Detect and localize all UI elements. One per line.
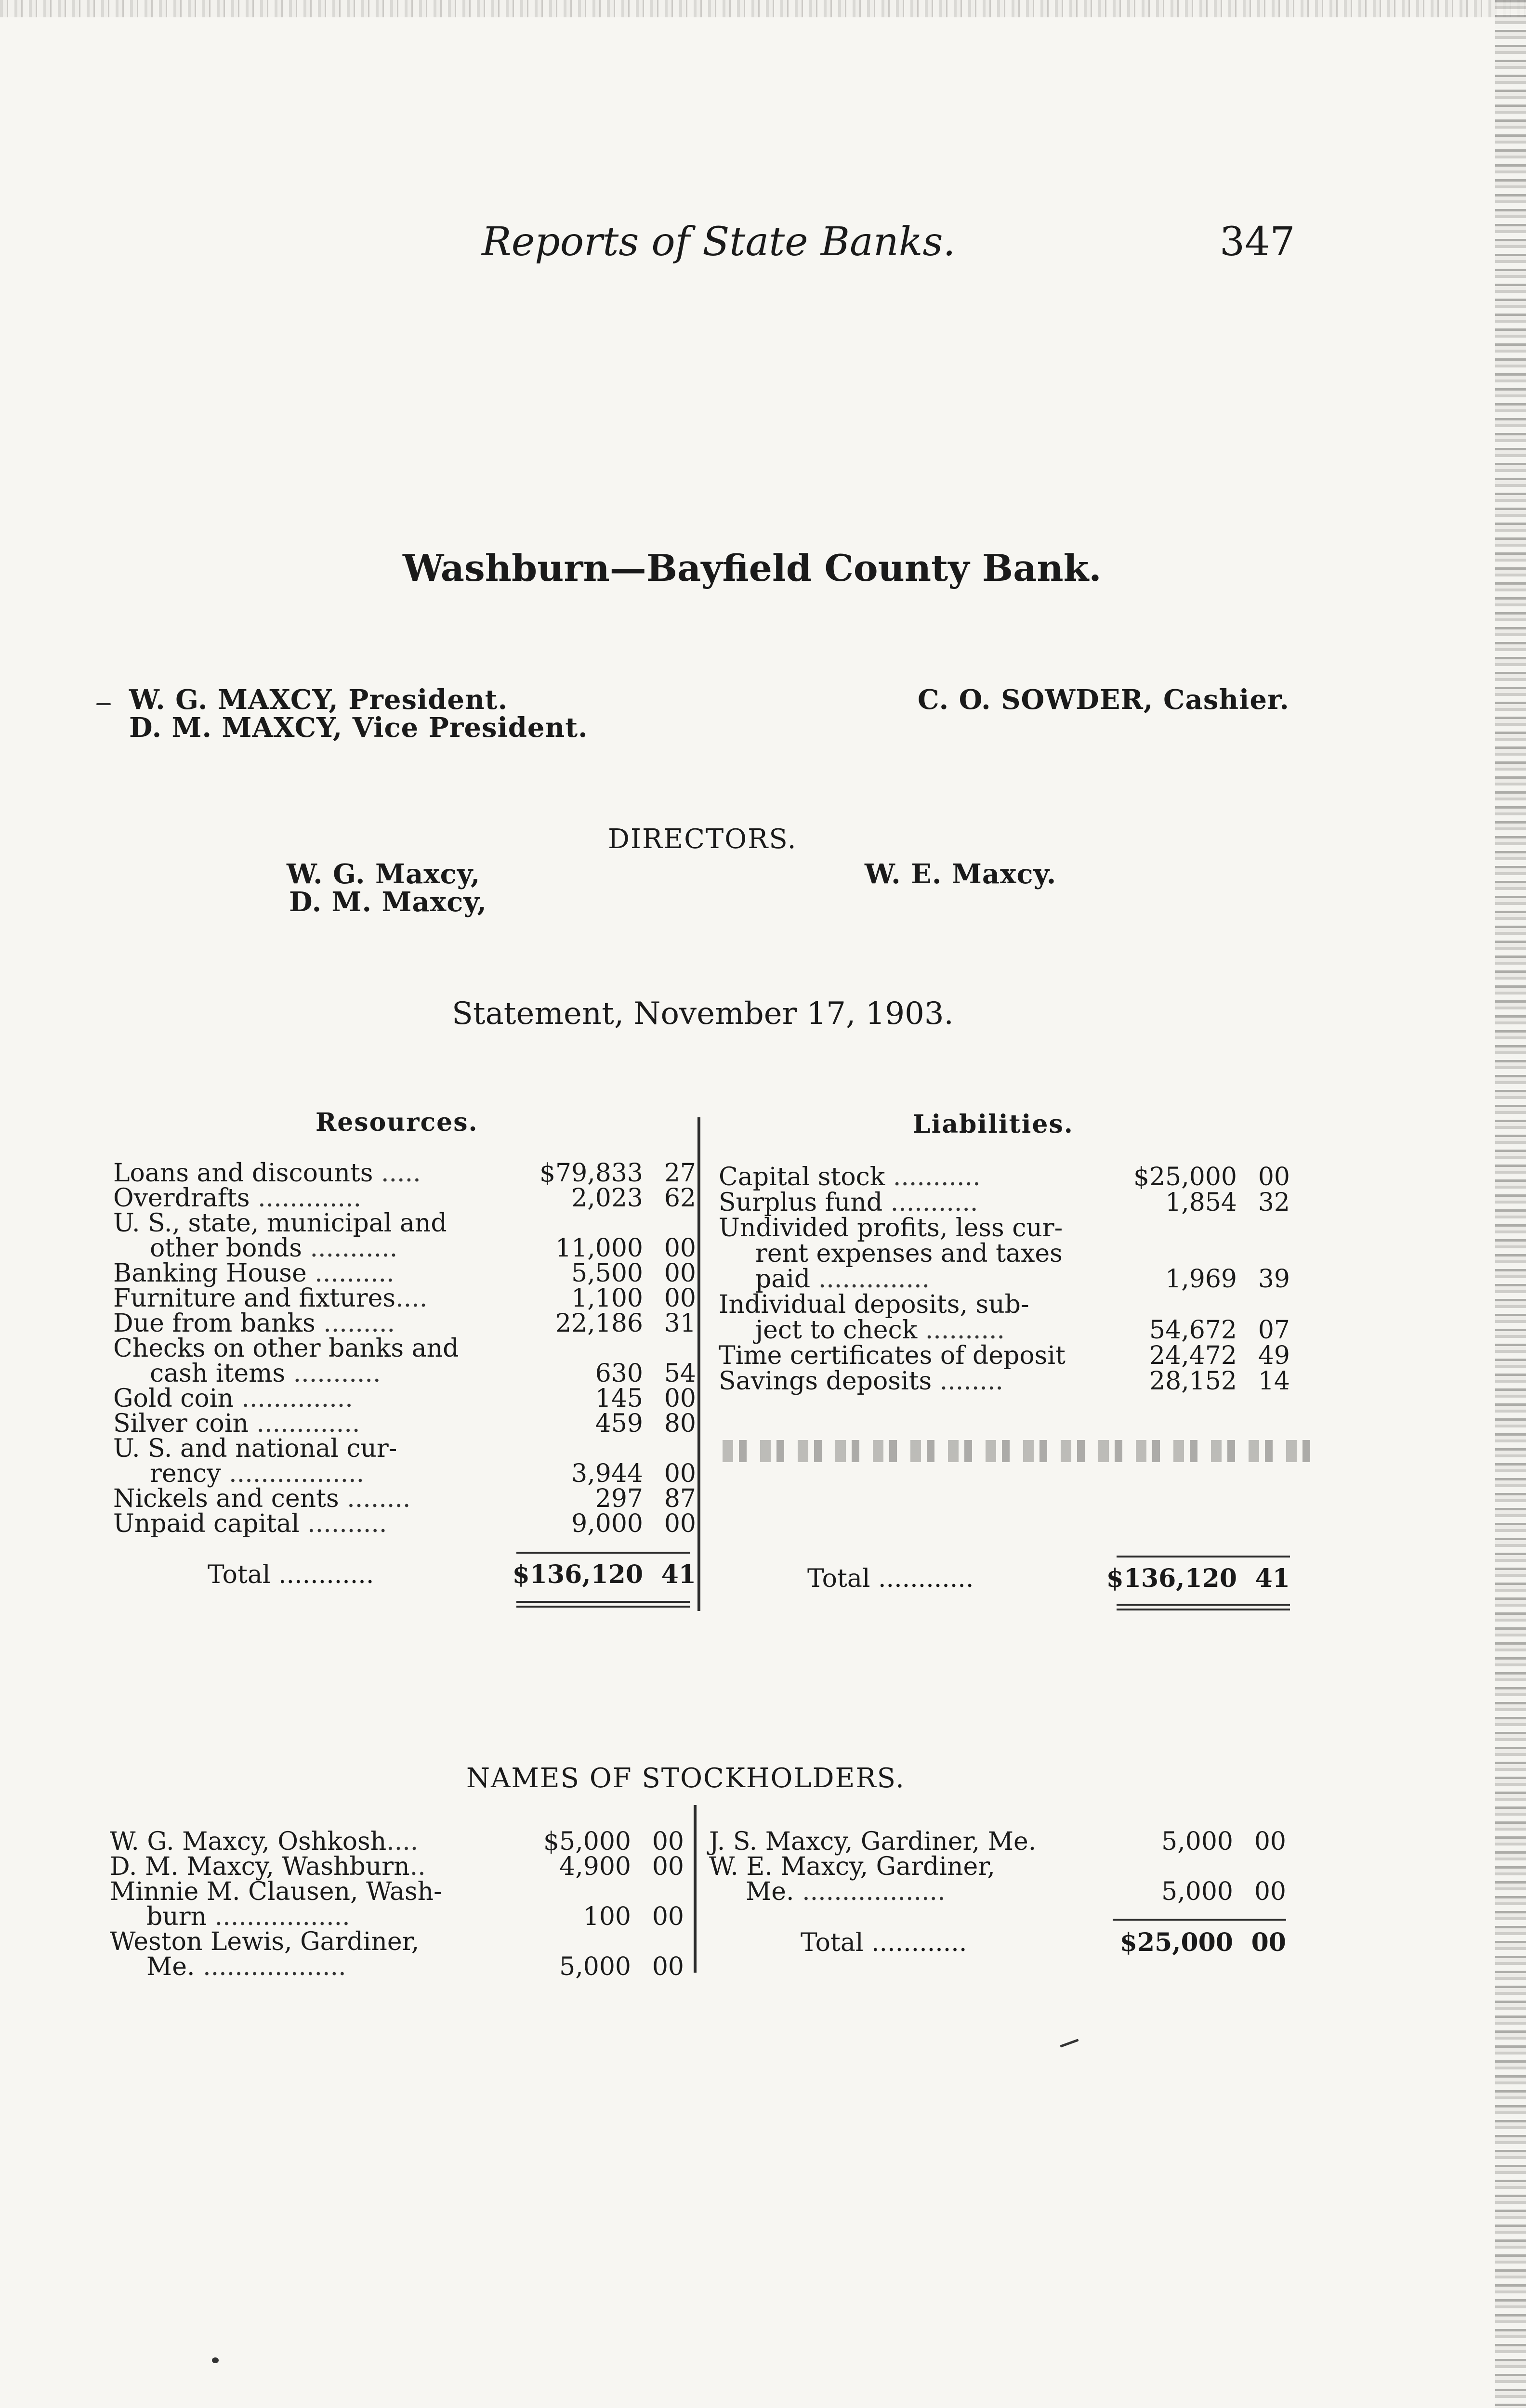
leader-dots: .......... xyxy=(917,1316,1005,1345)
total-row xyxy=(719,1566,1290,1591)
row-label-text: burn xyxy=(146,1902,207,1931)
amount-dollars: $5,000 xyxy=(543,1827,631,1856)
total-dollars: $136,120 xyxy=(512,1560,643,1589)
amount-cents: 54 xyxy=(664,1359,696,1388)
stockholders-heading: NAMES OF STOCKHOLDERS. xyxy=(466,1763,905,1794)
row-label xyxy=(150,1236,397,1261)
row-label-text: Checks on other banks and xyxy=(113,1334,459,1363)
officer-vice-president: D. M. MAXCY, Vice President. xyxy=(129,712,588,744)
resource-row xyxy=(113,1336,696,1361)
total-cents: 41 xyxy=(661,1560,696,1589)
resource-row xyxy=(113,1511,696,1536)
row-label xyxy=(113,1386,353,1411)
leader-dots: .......... xyxy=(299,1509,387,1538)
leader-dots: ........ xyxy=(339,1484,411,1513)
amount-cents: 00 xyxy=(664,1509,696,1538)
stock-total-rule xyxy=(1113,1919,1286,1921)
row-label xyxy=(755,1241,1063,1266)
resources-heading: Resources. xyxy=(316,1108,478,1137)
leader-dots: .. xyxy=(409,1852,426,1881)
leader-dots: ................. xyxy=(221,1459,365,1488)
leader-dots: ..... xyxy=(373,1159,421,1188)
resource-row xyxy=(113,1161,696,1186)
row-label-text: Due from banks xyxy=(113,1309,316,1338)
amount-dollars: 11,000 xyxy=(555,1234,643,1263)
amount-cents: 31 xyxy=(664,1309,696,1338)
row-label xyxy=(146,1954,346,1979)
resource-row xyxy=(113,1411,696,1436)
amount-cents: 80 xyxy=(664,1409,696,1438)
leader-dots: .............. xyxy=(810,1265,930,1294)
scan-speck xyxy=(212,2357,219,2363)
row-label-text: Time certificates of deposit xyxy=(719,1341,1066,1370)
leader-dots: .................. xyxy=(794,1877,946,1906)
leader-dots: .................. xyxy=(195,1952,346,1981)
resource-row xyxy=(113,1311,696,1336)
liability-row xyxy=(719,1165,1290,1190)
row-label xyxy=(113,1211,447,1236)
amount-cents: 00 xyxy=(652,1952,684,1981)
row-label xyxy=(110,1929,419,1954)
leader-dots: .............. xyxy=(233,1384,353,1413)
row-label xyxy=(113,1336,459,1361)
bank-name: Washburn—Bayfield County Bank. xyxy=(403,547,1102,589)
row-label xyxy=(709,1854,995,1879)
row-label xyxy=(719,1216,1063,1241)
amount-cents: 27 xyxy=(664,1159,696,1188)
stockholder-row xyxy=(110,1954,684,1979)
row-label xyxy=(113,1511,387,1536)
total-double-rule xyxy=(1117,1609,1290,1610)
amount-cents: 62 xyxy=(664,1184,696,1213)
amount-dollars: 1,854 xyxy=(1165,1188,1237,1217)
total-dollars: $136,120 xyxy=(1106,1564,1237,1593)
amount-cents: 00 xyxy=(652,1827,684,1856)
amount-dollars: 28,152 xyxy=(1149,1367,1237,1396)
total-row xyxy=(709,1930,1286,1955)
row-label-text: Surplus fund xyxy=(719,1188,883,1217)
resource-row xyxy=(113,1486,696,1511)
row-label xyxy=(113,1161,421,1186)
resource-row xyxy=(113,1211,696,1236)
amount-dollars: 5,000 xyxy=(1161,1877,1233,1906)
leader-dots: ........ xyxy=(932,1367,1003,1396)
liabilities-heading: Liabilities. xyxy=(913,1110,1074,1139)
liability-row xyxy=(719,1241,1290,1266)
scan-speck xyxy=(96,703,111,705)
total-label: Total ............ xyxy=(807,1564,974,1593)
amount-cents: 00 xyxy=(664,1284,696,1313)
amount-dollars: 5,500 xyxy=(571,1259,643,1288)
leader-dots: ........... xyxy=(882,1188,978,1217)
liability-row xyxy=(719,1190,1290,1215)
amount-cents: 39 xyxy=(1258,1265,1290,1294)
row-label xyxy=(113,1311,395,1336)
amount-dollars: 145 xyxy=(595,1384,643,1413)
stockholder-row xyxy=(709,1829,1286,1854)
row-label xyxy=(146,1904,350,1929)
leader-dots: ........... xyxy=(302,1234,398,1263)
resource-row xyxy=(113,1386,696,1411)
amount-dollars: 1,969 xyxy=(1165,1265,1237,1294)
smudged-print xyxy=(723,1440,1315,1462)
resource-row xyxy=(113,1286,696,1311)
row-label xyxy=(719,1343,1066,1368)
amount-dollars: 24,472 xyxy=(1149,1341,1237,1370)
amount-dollars: 9,000 xyxy=(571,1509,643,1538)
row-label-text: U. S., state, municipal and xyxy=(113,1209,447,1238)
amount-dollars: 459 xyxy=(595,1409,643,1438)
row-label-text: cash items xyxy=(150,1359,286,1388)
row-label-text: rent expenses and taxes xyxy=(755,1239,1063,1268)
row-label-text: paid xyxy=(755,1265,811,1294)
stockholder-row xyxy=(110,1854,684,1879)
row-label xyxy=(113,1261,395,1286)
row-label xyxy=(719,1165,981,1190)
scan-edge-right xyxy=(1495,0,1526,2408)
liability-row xyxy=(719,1292,1290,1317)
amount-dollars: 297 xyxy=(595,1484,643,1513)
officer-cashier: C. O. SOWDER, Cashier. xyxy=(918,684,1289,716)
amount-cents: 32 xyxy=(1258,1188,1290,1217)
amount-dollars: 4,900 xyxy=(559,1852,631,1881)
amount-dollars: 630 xyxy=(595,1359,643,1388)
amount-cents: 00 xyxy=(664,1384,696,1413)
amount-dollars: 5,000 xyxy=(559,1952,631,1981)
liability-row xyxy=(719,1369,1290,1394)
row-label-text: Gold coin xyxy=(113,1384,234,1413)
row-label xyxy=(755,1267,930,1292)
total-label: Total ............ xyxy=(208,1560,374,1589)
amount-cents: 49 xyxy=(1258,1341,1290,1370)
amount-dollars: 5,000 xyxy=(1161,1827,1233,1856)
director-name: W. G. Maxcy, xyxy=(287,858,481,890)
statement-title: Statement, November 17, 1903. xyxy=(452,996,954,1032)
row-label-text: Banking House xyxy=(113,1259,307,1288)
amount-cents: 00 xyxy=(652,1852,684,1881)
row-label-text: Nickels and cents xyxy=(113,1484,339,1513)
amount-dollars: $79,833 xyxy=(539,1159,643,1188)
row-label xyxy=(113,1436,397,1461)
row-label-text: Loans and discounts xyxy=(113,1159,373,1188)
row-label-text: Me. xyxy=(146,1952,195,1981)
total-cents: 41 xyxy=(1255,1564,1290,1593)
amount-cents: 00 xyxy=(1254,1827,1286,1856)
total-label: Total ............ xyxy=(801,1928,967,1957)
total-cents: 00 xyxy=(1251,1928,1286,1957)
running-title: Reports of State Banks. xyxy=(482,219,956,265)
liability-row xyxy=(719,1267,1290,1292)
amount-cents: 00 xyxy=(664,1259,696,1288)
row-label xyxy=(746,1879,946,1904)
scan-edge-top xyxy=(0,0,1526,17)
director-name: D. M. Maxcy, xyxy=(289,886,487,918)
leader-dots: ......... xyxy=(315,1309,395,1338)
row-label-text: Unpaid capital xyxy=(113,1509,300,1538)
amount-cents: 00 xyxy=(1258,1163,1290,1191)
resource-row xyxy=(113,1461,696,1486)
resource-row xyxy=(113,1261,696,1286)
row-label-text: Individual deposits, sub- xyxy=(719,1290,1029,1319)
stockholder-row xyxy=(709,1854,1286,1879)
total-row xyxy=(113,1562,696,1587)
resource-row xyxy=(113,1436,696,1461)
amount-dollars: 100 xyxy=(583,1902,631,1931)
row-label xyxy=(709,1829,1036,1854)
row-label-text: W. E. Maxcy, Gardiner, xyxy=(709,1852,995,1881)
leader-dots: .......... xyxy=(306,1259,395,1288)
leader-dots: .... xyxy=(395,1284,428,1313)
row-label xyxy=(150,1361,381,1386)
row-label-text: W. G. Maxcy, Oshkosh xyxy=(110,1827,387,1856)
liability-row xyxy=(719,1318,1290,1343)
amount-cents: 00 xyxy=(664,1234,696,1263)
row-label xyxy=(150,1461,364,1486)
leader-dots: ........... xyxy=(285,1359,381,1388)
row-label-text: rency xyxy=(150,1459,221,1488)
total-double-rule xyxy=(516,1601,690,1603)
amount-dollars: 22,186 xyxy=(555,1309,643,1338)
row-label-text: Weston Lewis, Gardiner, xyxy=(110,1927,420,1956)
amount-cents: 14 xyxy=(1258,1367,1290,1396)
directors-heading: DIRECTORS. xyxy=(608,824,797,855)
amount-cents: 00 xyxy=(652,1902,684,1931)
row-label-text: U. S. and national cur- xyxy=(113,1434,397,1463)
amount-cents: 87 xyxy=(664,1484,696,1513)
leader-dots: ........... xyxy=(885,1163,981,1191)
leader-dots: ............. xyxy=(250,1184,362,1213)
leader-dots: ................. xyxy=(207,1902,350,1931)
row-label xyxy=(755,1318,1005,1343)
row-label xyxy=(719,1292,1029,1317)
liability-row xyxy=(719,1216,1290,1241)
director-name: W. E. Maxcy. xyxy=(865,858,1057,890)
total-double-rule xyxy=(1117,1604,1290,1606)
row-label-text: J. S. Maxcy, Gardiner, Me. xyxy=(709,1827,1037,1856)
stockholders-divider xyxy=(694,1805,697,1973)
row-label-text: Overdrafts xyxy=(113,1184,250,1213)
row-label-text: Minnie M. Clausen, Wash- xyxy=(110,1877,442,1906)
row-label xyxy=(719,1369,1003,1394)
stockholder-row xyxy=(110,1904,684,1929)
row-label xyxy=(719,1190,978,1215)
amount-dollars: 54,672 xyxy=(1149,1316,1237,1345)
page-number: 347 xyxy=(1220,219,1295,265)
amount-dollars: 1,100 xyxy=(571,1284,643,1313)
resource-row xyxy=(113,1361,696,1386)
amount-dollars: 2,023 xyxy=(571,1184,643,1213)
total-rule xyxy=(1117,1556,1290,1557)
row-label-text: Savings deposits xyxy=(719,1367,932,1396)
row-label-text: other bonds xyxy=(150,1234,302,1263)
row-label xyxy=(113,1286,427,1311)
resource-row xyxy=(113,1236,696,1261)
resource-row xyxy=(113,1186,696,1211)
row-label xyxy=(113,1186,361,1211)
row-label xyxy=(110,1854,426,1879)
row-label xyxy=(113,1411,360,1436)
row-label-text: Me. xyxy=(746,1877,794,1906)
stockholder-row xyxy=(110,1829,684,1854)
total-rule xyxy=(516,1552,690,1554)
column-divider xyxy=(697,1117,700,1611)
row-label-text: Undivided profits, less cur- xyxy=(719,1214,1063,1243)
amount-cents: 00 xyxy=(1254,1877,1286,1906)
scan-speck xyxy=(1060,2039,1079,2047)
row-label-text: D. M. Maxcy, Washburn xyxy=(110,1852,410,1881)
leader-dots: .... xyxy=(386,1827,419,1856)
stockholder-row xyxy=(110,1879,684,1904)
amount-cents: 07 xyxy=(1258,1316,1290,1345)
row-label-text: ject to check xyxy=(755,1316,918,1345)
amount-cents: 00 xyxy=(664,1459,696,1488)
total-dollars: $25,000 xyxy=(1119,1928,1233,1957)
total-double-rule xyxy=(516,1606,690,1608)
row-label-text: Silver coin xyxy=(113,1409,249,1438)
row-label xyxy=(110,1879,442,1904)
officer-president: W. G. MAXCY, President. xyxy=(129,684,508,716)
leader-dots: ............. xyxy=(248,1409,360,1438)
liability-row xyxy=(719,1343,1290,1368)
row-label xyxy=(110,1829,418,1854)
amount-dollars: 3,944 xyxy=(571,1459,643,1488)
stockholder-row xyxy=(110,1929,684,1954)
amount-dollars: $25,000 xyxy=(1133,1163,1237,1191)
stockholder-row xyxy=(709,1879,1286,1904)
row-label-text: Capital stock xyxy=(719,1163,885,1191)
row-label xyxy=(113,1486,410,1511)
row-label-text: Furniture and fixtures xyxy=(113,1284,396,1313)
